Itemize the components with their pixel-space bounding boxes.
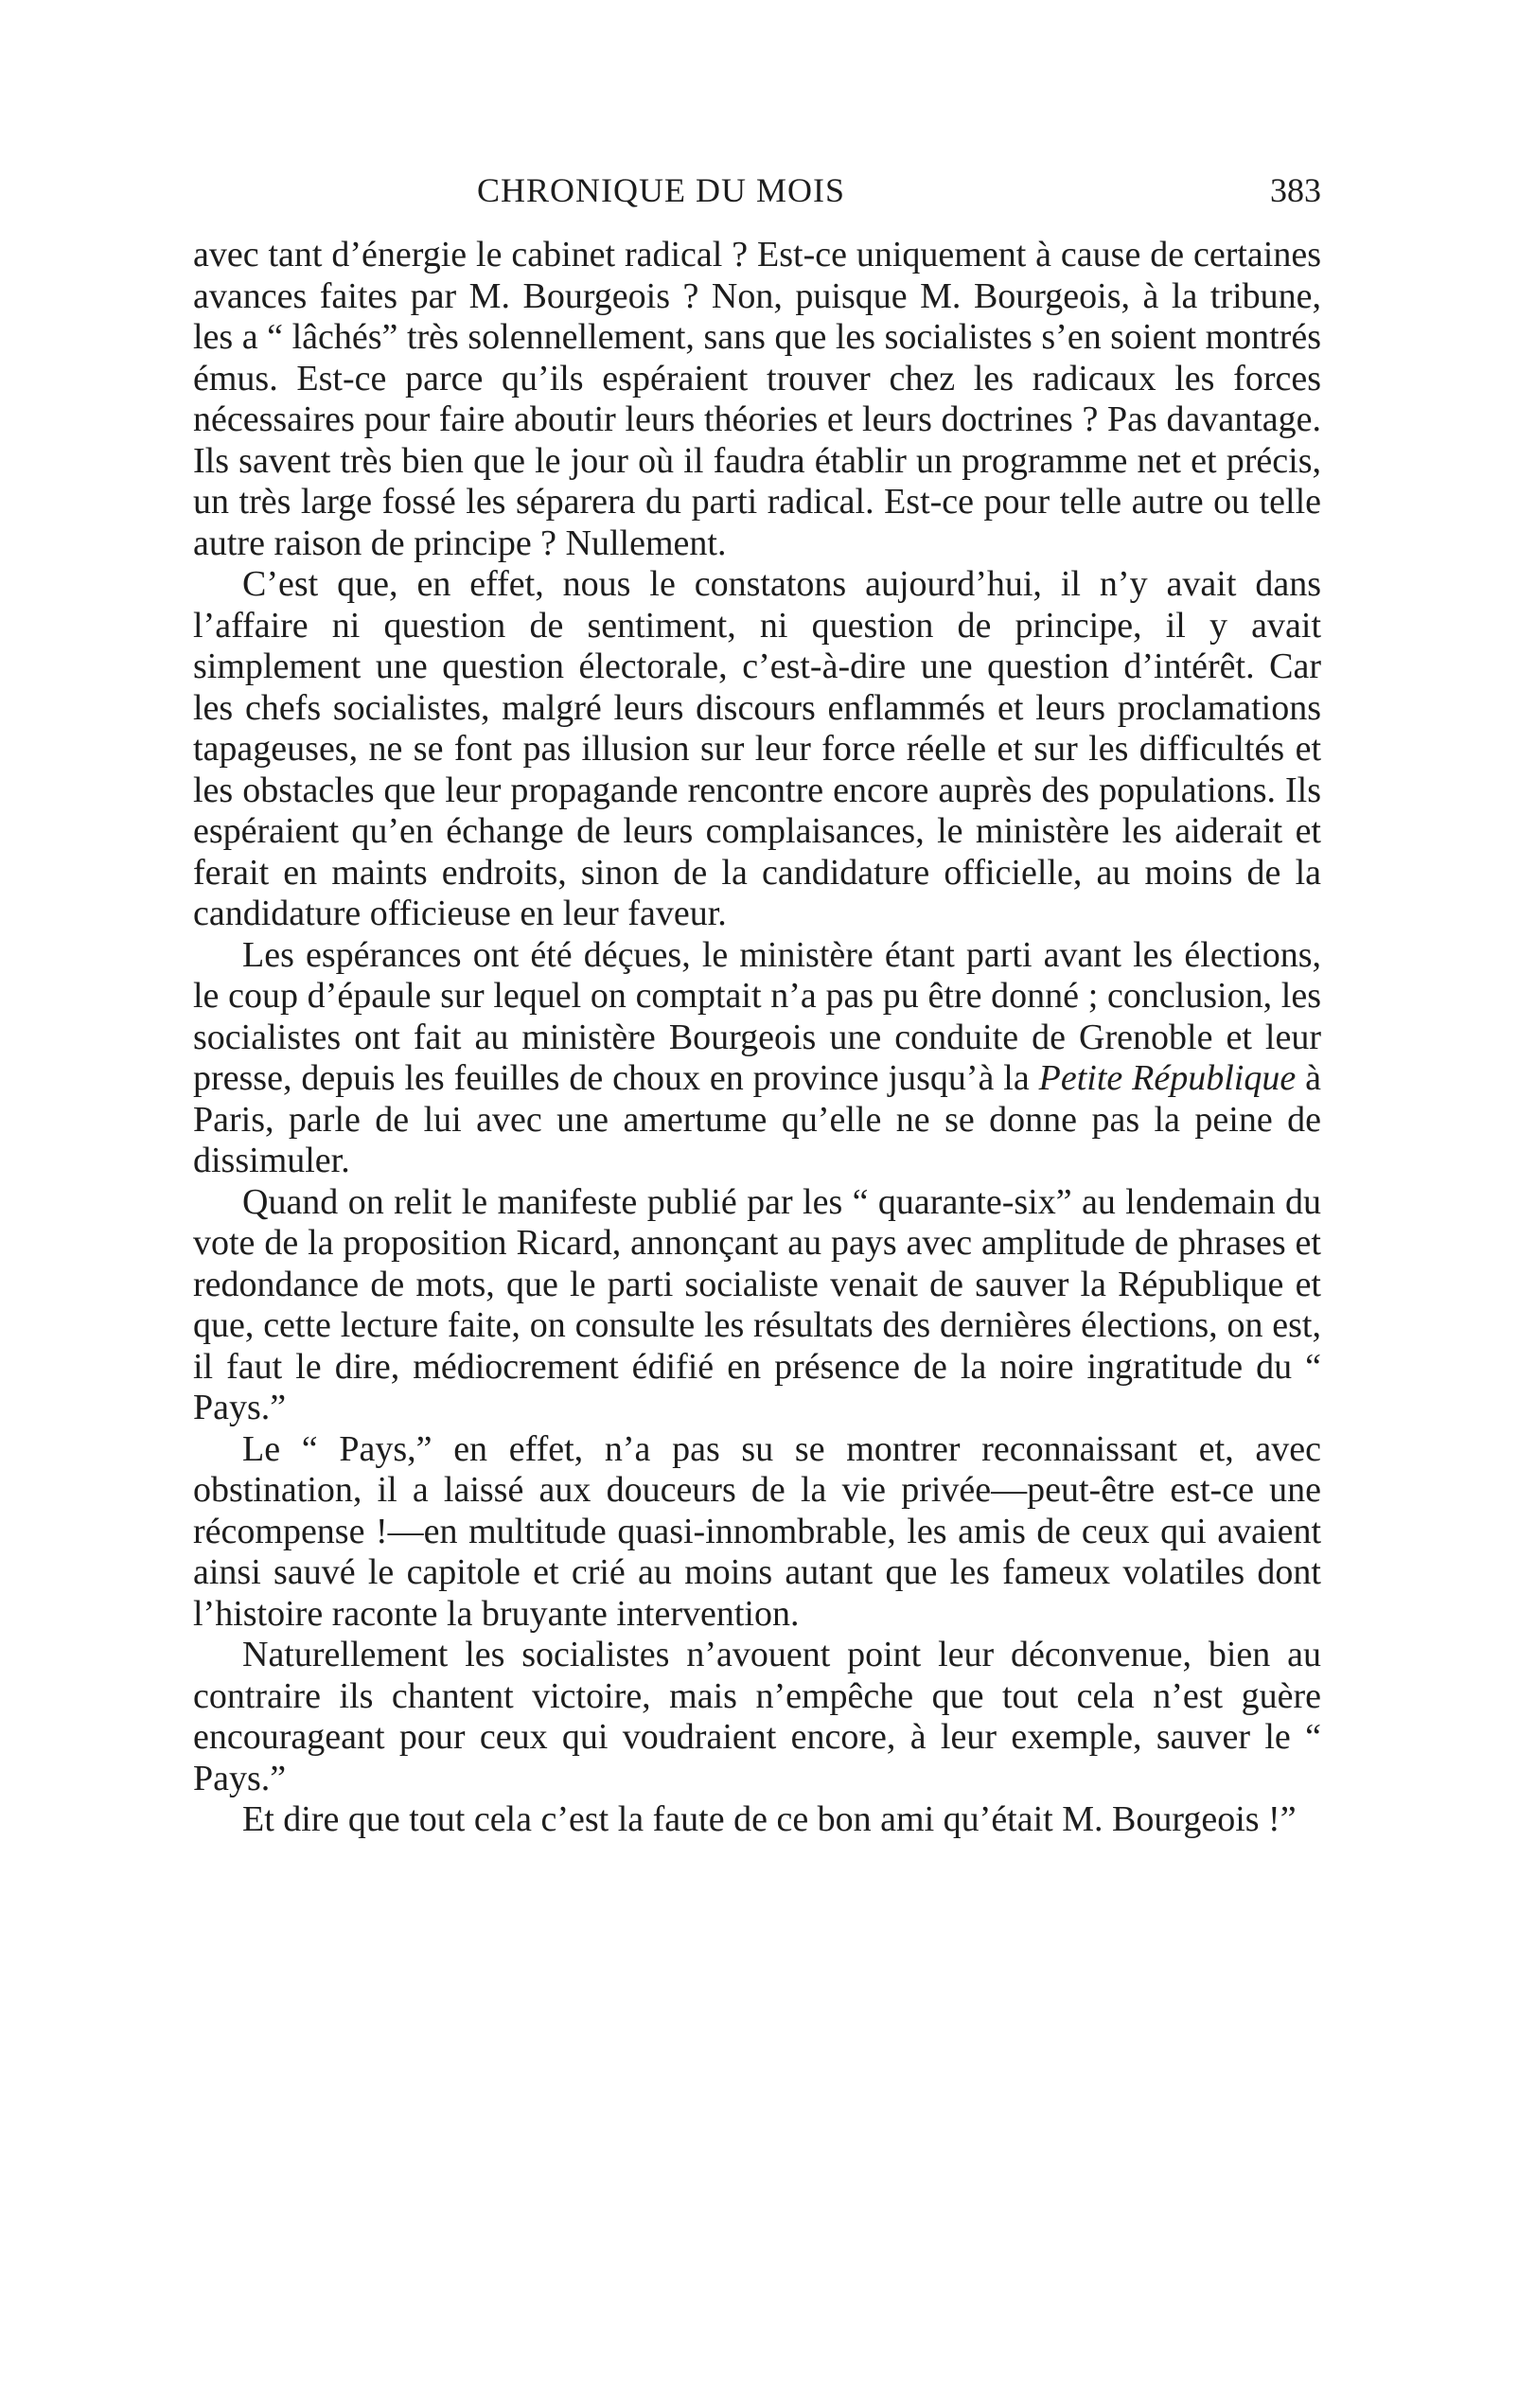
newspaper-title: Petite République [1038, 1058, 1297, 1098]
page-number: 383 [1270, 171, 1321, 209]
paragraph-3-text-before: Les espérances ont été déçues, le ministère étant parti avant les élections, le coup d’épaule sur lequel on comptait n’a pas pu être donné ; conclusion, les socialistes ont fait au ministère Bourgeois une conduite de Grenoble et leur presse, depuis les feuilles de choux en province jusqu’à la [193, 934, 1321, 1098]
body-text [193, 235, 1321, 1841]
paragraph-4: Quand on relit le manifeste publié par les “ quarante-six” au lendemain du vote de la proposition Ricard, annonçant au pays avec amplitude de phrases et redondance de mots, que le parti socialiste venait de sauver la République et que, cette lecture faite, on consulte les résultats des dernières élections, on est, il faut le dire, médiocrement édifié en présence de la noire ingratitude du “ Pays.” [193, 1181, 1321, 1427]
paragraph-7: Et dire que tout cela c’est la faute de ce bon ami qu’était M. Bourgeois !” [242, 1799, 1297, 1839]
paragraph-1: avec tant d’énergie le cabinet radical ? Est-ce uniquement à cause de certaines avances faites par M. Bourgeois ? Non, puisque M. Bourgeois, à la tribune, les a “ lâchés” très solennellement, sans que les socialistes s’en soient montrés émus. Est-ce parce qu’ils espéraient trouver chez les radicaux les forces nécessaires pour faire aboutir leurs théories et leurs doctrines ? Pas davantage. Ils savent très bien que le jour où il faudra établir un programme net et précis, un très large fossé les séparera du parti radical. Est-ce pour telle autre ou telle autre raison de principe ? Nullement. [193, 235, 1321, 563]
paragraph-3 [193, 935, 1321, 1182]
document-page [193, 167, 1321, 1841]
paragraph-3-text-after: à Paris, parle de lui avec une amertume qu’elle ne se donne pas la peine de dissimuler. [193, 1058, 1321, 1180]
paragraph-2: C’est que, en effet, nous le constatons aujourd’hui, il n’y avait dans l’affaire ni question de sentiment, ni question de principe, il y avait simplement une question électorale, c’est-à-dire une question d’intérêt. Car les chefs socialistes, malgré leurs discours enflammés et leurs proclamations tapageuses, ne se font pas illusion sur leur force réelle et sur les difficultés et les obstacles que leur propagande rencontre encore auprès des populations. Ils espéraient qu’en échange de leurs complaisances, le ministère les aiderait et ferait en maints endroits, sinon de la candidature officielle, au moins de la candidature officieuse en leur faveur. [193, 564, 1321, 933]
paragraph-6: Naturellement les socialistes n’avouent point leur déconvenue, bien au contraire ils chantent victoire, mais n’empêche que tout cela n’est guère encourageant pour ceux qui voudraient encore, à leur exemple, sauver le “ Pays.” [193, 1635, 1321, 1798]
paragraph-5: Le “ Pays,” en effet, n’a pas su se montrer reconnaissant et, avec obstination, il a laissé aux douceurs de la vie privée—peut-être est-ce une récompense !—en multitude quasi-innombrable, les amis de ceux qui avaient ainsi sauvé le capitole et crié au moins autant que les fameux volatiles dont l’histoire raconte la bruyante intervention. [193, 1428, 1321, 1634]
page-header [193, 167, 1321, 223]
running-title: CHRONIQUE DU MOIS [477, 171, 846, 209]
